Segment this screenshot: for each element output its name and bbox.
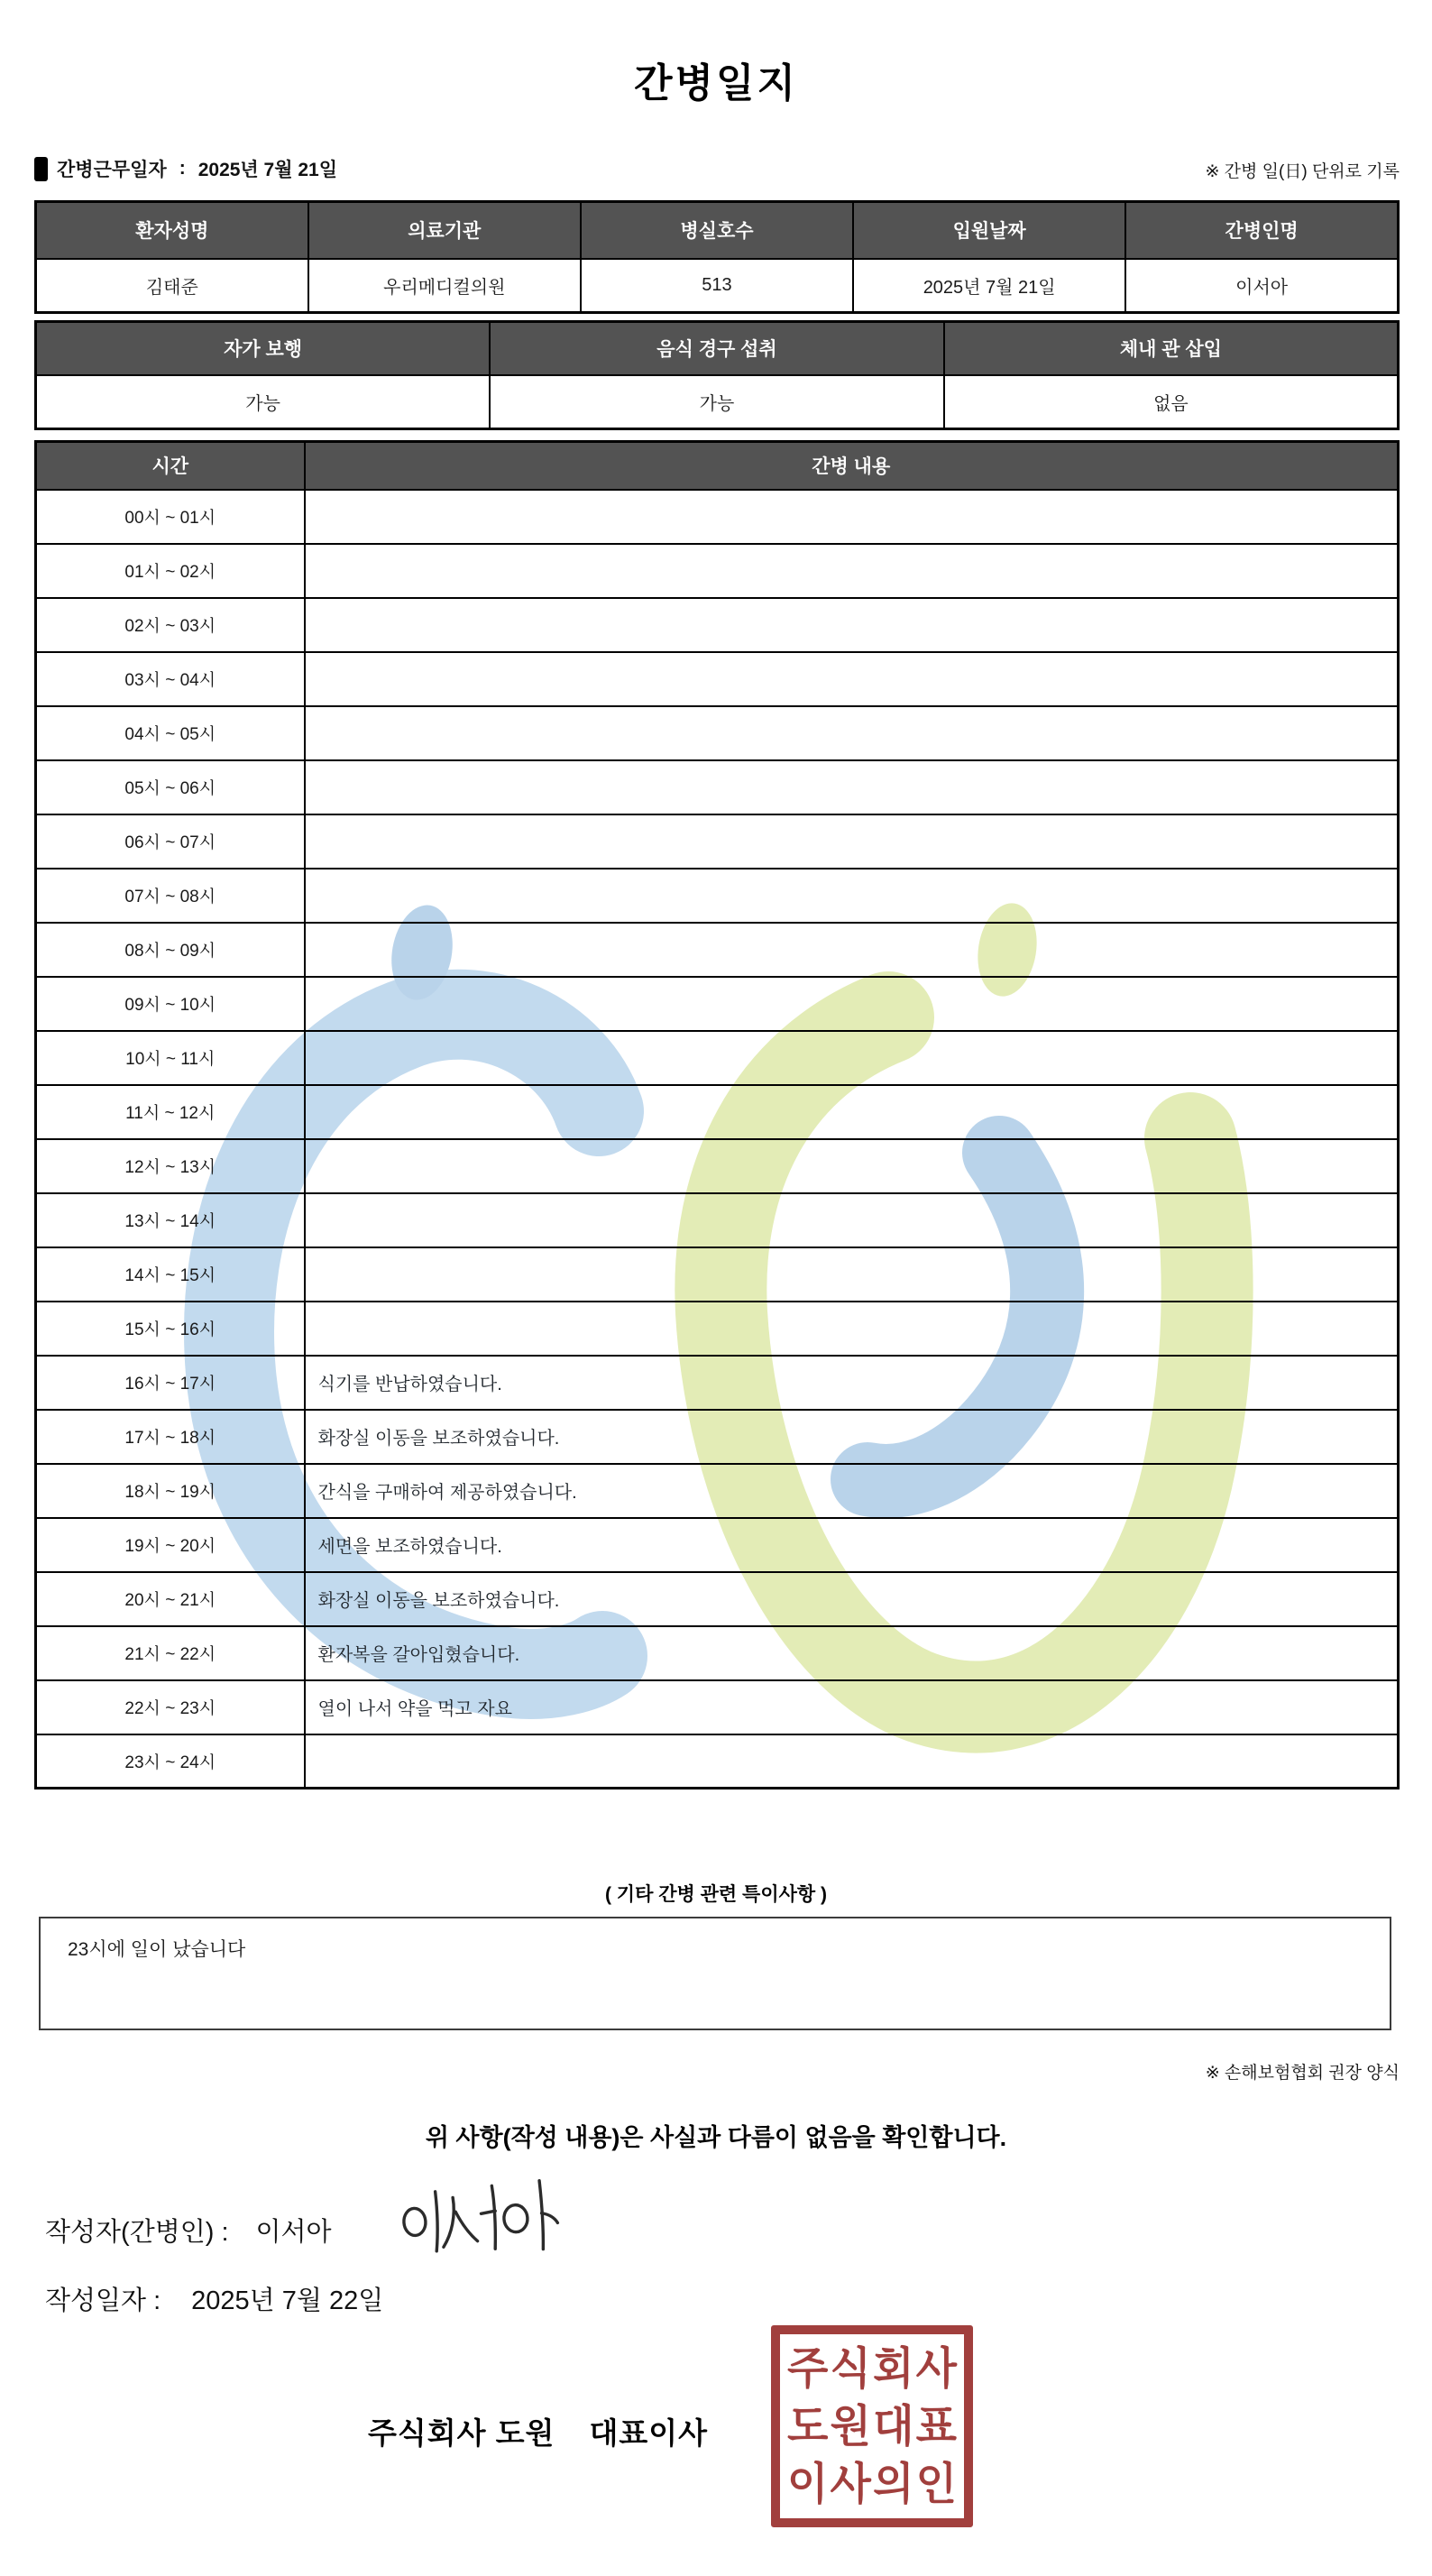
care-log-row-21 <box>36 1626 1399 1680</box>
patient-header-row <box>36 202 1399 259</box>
care-log-row-8 <box>36 923 1399 977</box>
care-work-date-separator: : <box>179 158 186 179</box>
condition-table <box>34 320 1400 430</box>
patient-header-3: 입원날짜 <box>853 202 1125 259</box>
care-log-time-10: 10시 ~ 11시 <box>36 1031 305 1085</box>
care-log-header-row <box>36 442 1399 490</box>
stamp-char: 인 <box>915 2458 957 2509</box>
stamp-row-1 <box>787 2399 957 2453</box>
care-work-date-label: 간병근무일자 <box>57 160 167 180</box>
care-log-content-5 <box>305 760 1399 814</box>
patient-value-3: 2025년 7월 21일 <box>853 259 1125 313</box>
condition-value-1: 가능 <box>490 375 944 429</box>
care-log-time-7: 07시 ~ 08시 <box>36 869 305 923</box>
condition-header-1: 음식 경구 섭취 <box>490 322 944 375</box>
patient-header-1: 의료기관 <box>308 202 581 259</box>
care-log-time-11: 11시 ~ 12시 <box>36 1085 305 1139</box>
care-log-time-17: 17시 ~ 18시 <box>36 1410 305 1464</box>
care-log-row-15 <box>36 1302 1399 1356</box>
stamp-row-2 <box>787 2457 957 2511</box>
care-log-time-9: 09시 ~ 10시 <box>36 977 305 1031</box>
unit-note: ※ 간병 일(日) 단위로 기록 <box>1205 162 1400 181</box>
corporate-seal-stamp <box>771 2325 973 2527</box>
care-log-row-7 <box>36 869 1399 923</box>
written-date-value: 2025년 7월 22일 <box>191 2286 384 2315</box>
care-log-row-14 <box>36 1247 1399 1302</box>
care-log-row-18 <box>36 1464 1399 1518</box>
care-log-content-19: 세면을 보조하였습니다. <box>305 1518 1399 1572</box>
care-log-content-17: 화장실 이동을 보조하였습니다. <box>305 1410 1399 1464</box>
stamp-char: 식 <box>830 2342 871 2394</box>
written-date-line <box>45 2280 383 2317</box>
care-log-row-6 <box>36 814 1399 869</box>
care-log-time-2: 02시 ~ 03시 <box>36 598 305 652</box>
care-log-row-20 <box>36 1572 1399 1626</box>
care-log-time-12: 12시 ~ 13시 <box>36 1139 305 1193</box>
care-log-row-9 <box>36 977 1399 1031</box>
stamp-char: 사 <box>915 2342 957 2394</box>
page-title: 간병일지 <box>633 61 798 106</box>
care-log-row-13 <box>36 1193 1399 1247</box>
patient-value-4: 이서아 <box>1125 259 1398 313</box>
care-log-content-20: 화장실 이동을 보조하였습니다. <box>305 1572 1399 1626</box>
care-log-content-21: 환자복을 갈아입혔습니다. <box>305 1626 1399 1680</box>
stamp-char: 도 <box>787 2400 829 2452</box>
care-log-time-8: 08시 ~ 09시 <box>36 923 305 977</box>
condition-value-2: 없음 <box>944 375 1399 429</box>
form-note: ※ 손해보험협회 권장 양식 <box>1205 2064 1400 2083</box>
company-role: 대표이사 <box>589 2416 708 2450</box>
writer-name: 이서아 <box>255 2218 332 2247</box>
care-log-time-5: 05시 ~ 06시 <box>36 760 305 814</box>
care-log-content-23 <box>305 1734 1399 1789</box>
care-log-table <box>34 440 1400 1789</box>
condition-value-0: 가능 <box>36 375 491 429</box>
care-log-row-23 <box>36 1734 1399 1789</box>
condition-header-0: 자가 보행 <box>36 322 491 375</box>
care-log-time-14: 14시 ~ 15시 <box>36 1247 305 1302</box>
care-log-time-16: 16시 ~ 17시 <box>36 1356 305 1410</box>
care-log-time-15: 15시 ~ 16시 <box>36 1302 305 1356</box>
patient-value-2: 513 <box>581 259 853 313</box>
care-work-date-value: 2025년 7월 21일 <box>197 160 337 180</box>
patient-header-0: 환자성명 <box>36 202 308 259</box>
patient-value-row <box>36 259 1399 313</box>
care-log-row-1 <box>36 544 1399 598</box>
patient-value-0: 김태준 <box>36 259 308 313</box>
care-log-time-6: 06시 ~ 07시 <box>36 814 305 869</box>
care-log-content-15 <box>305 1302 1399 1356</box>
care-log-row-12 <box>36 1139 1399 1193</box>
care-log-content-12 <box>305 1139 1399 1193</box>
care-log-row-22 <box>36 1680 1399 1734</box>
company-name: 주식회사 도원 <box>368 2416 555 2450</box>
care-log-row-19 <box>36 1518 1399 1572</box>
condition-value-row <box>36 375 1399 429</box>
notes-content: 23시에 일이 났습니다 <box>68 1939 246 1960</box>
care-log-time-19: 19시 ~ 20시 <box>36 1518 305 1572</box>
care-log-content-22: 열이 나서 약을 먹고 자요 <box>305 1680 1399 1734</box>
condition-header-row <box>36 322 1399 375</box>
stamp-char: 표 <box>915 2400 957 2452</box>
writer-line <box>45 2212 332 2249</box>
care-log-content-7 <box>305 869 1399 923</box>
care-log-time-0: 00시 ~ 01시 <box>36 490 305 544</box>
care-log-row-2 <box>36 598 1399 652</box>
patient-header-2: 병실호수 <box>581 202 853 259</box>
stamp-char: 주 <box>787 2342 829 2394</box>
patient-header-4: 간병인명 <box>1125 202 1398 259</box>
care-log-time-18: 18시 ~ 19시 <box>36 1464 305 1518</box>
condition-header-2: 체내 관 삽입 <box>944 322 1399 375</box>
care-log-row-17 <box>36 1410 1399 1464</box>
care-log-time-20: 20시 ~ 21시 <box>36 1572 305 1626</box>
stamp-char: 대 <box>873 2400 914 2452</box>
care-log-row-4 <box>36 706 1399 760</box>
care-log-content-2 <box>305 598 1399 652</box>
company-line <box>368 2410 708 2452</box>
care-log-content-6 <box>305 814 1399 869</box>
care-log-time-4: 04시 ~ 05시 <box>36 706 305 760</box>
care-log-content-16: 식기를 반납하였습니다. <box>305 1356 1399 1410</box>
care-log-time-3: 03시 ~ 04시 <box>36 652 305 706</box>
care-log-content-11 <box>305 1085 1399 1139</box>
care-log-content-10 <box>305 1031 1399 1085</box>
care-log-time-23: 23시 ~ 24시 <box>36 1734 305 1789</box>
care-log-content-13 <box>305 1193 1399 1247</box>
patient-value-1: 우리메디컬의원 <box>308 259 581 313</box>
confirmation-statement: 위 사항(작성 내용)은 사실과 다름이 없음을 확인합니다. <box>425 2124 1007 2151</box>
stamp-char: 사 <box>830 2458 871 2509</box>
care-log-content-8 <box>305 923 1399 977</box>
care-log-row-10 <box>36 1031 1399 1085</box>
patient-info-table <box>34 200 1400 314</box>
stamp-row-0 <box>787 2341 957 2396</box>
care-log-content-1 <box>305 544 1399 598</box>
care-log-time-21: 21시 ~ 22시 <box>36 1626 305 1680</box>
meta-row <box>34 155 1400 182</box>
handwritten-signature <box>395 2176 575 2266</box>
care-work-date <box>34 155 337 182</box>
written-date-label: 작성일자 : <box>45 2286 161 2315</box>
care-log-time-13: 13시 ~ 14시 <box>36 1193 305 1247</box>
care-log-content-18: 간식을 구매하여 제공하였습니다. <box>305 1464 1399 1518</box>
stamp-char: 이 <box>787 2458 829 2509</box>
time-column-header: 시간 <box>36 442 305 490</box>
care-log-time-22: 22시 ~ 23시 <box>36 1680 305 1734</box>
care-log-row-3 <box>36 652 1399 706</box>
care-log-content-9 <box>305 977 1399 1031</box>
care-log-row-5 <box>36 760 1399 814</box>
care-log-content-0 <box>305 490 1399 544</box>
stamp-char: 회 <box>873 2342 914 2394</box>
care-log-content-4 <box>305 706 1399 760</box>
square-bullet-icon <box>34 157 48 181</box>
stamp-char: 원 <box>830 2400 871 2452</box>
care-log-content-14 <box>305 1247 1399 1302</box>
care-log-row-11 <box>36 1085 1399 1139</box>
stamp-char: 의 <box>873 2458 914 2509</box>
content-column-header: 간병 내용 <box>305 442 1399 490</box>
notes-section-title: ( 기타 간병 관련 특이사항 ) <box>604 1884 828 1905</box>
care-log-row-16 <box>36 1356 1399 1410</box>
care-log-row-0 <box>36 490 1399 544</box>
writer-label: 작성자(간병인) : <box>45 2218 229 2247</box>
care-log-content-3 <box>305 652 1399 706</box>
care-log-time-1: 01시 ~ 02시 <box>36 544 305 598</box>
notes-box <box>39 1917 1391 2030</box>
